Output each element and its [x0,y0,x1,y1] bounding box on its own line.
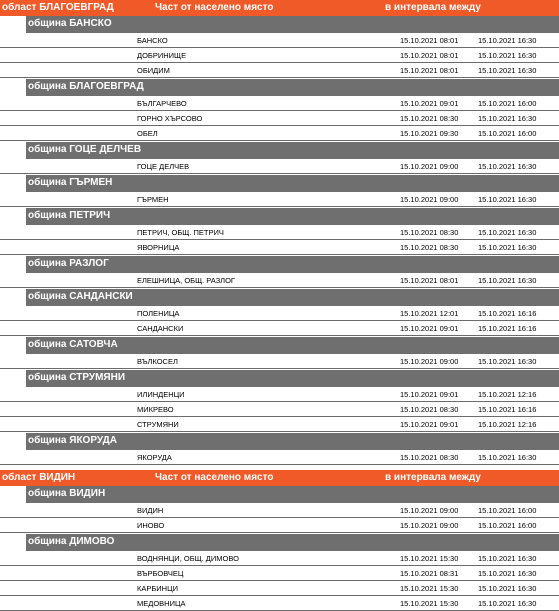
interval-start: 15.10.2021 15:30 [400,599,459,608]
region-name: област ВИДИН [2,472,76,483]
table-row [0,567,559,581]
table-row [0,274,559,288]
column-header-place: Част от населено място [155,2,274,13]
table-row [0,552,559,566]
municipality-name: община ЯКОРУДА [28,435,117,446]
interval-end: 15.10.2021 16:16 [478,309,537,318]
settlement-name: СТРУМЯНИ [137,420,179,429]
interval-start: 15.10.2021 08:30 [400,453,459,462]
settlement-name: БАНСКО [137,36,168,45]
municipality-header [26,433,559,450]
interval-start: 15.10.2021 09:30 [400,129,459,138]
interval-end: 15.10.2021 16:30 [478,569,537,578]
table-row [0,388,559,402]
settlement-name: ГОРНО ХЪРСОВО [137,114,203,123]
table-row [0,403,559,417]
interval-start: 15.10.2021 08:30 [400,243,459,252]
municipality-name: община ПЕТРИЧ [28,210,111,221]
municipality-name: община САТОВЧА [28,339,118,350]
interval-end: 15.10.2021 16:16 [478,405,537,414]
table-row [0,112,559,126]
interval-end: 15.10.2021 16:00 [478,129,537,138]
table-row [0,322,559,336]
settlement-name: ВОДНЯНЦИ, ОБЩ. ДИМОВО [137,554,239,563]
settlement-name: МИКРЕВО [137,405,174,414]
municipality-name: община ВИДИН [28,488,106,499]
column-header-interval: в интервала между [385,2,481,13]
table-row [0,49,559,63]
table-row [0,307,559,321]
interval-end: 15.10.2021 16:16 [478,324,537,333]
municipality-header [26,337,559,354]
interval-start: 15.10.2021 08:01 [400,36,459,45]
municipality-name: община ДИМОВО [28,536,115,547]
interval-start: 15.10.2021 08:30 [400,405,459,414]
interval-start: 15.10.2021 08:01 [400,51,459,60]
interval-start: 15.10.2021 09:01 [400,420,459,429]
settlement-name: ДОБРИНИЩЕ [137,51,187,60]
municipality-name: община ГЪРМЕН [28,177,113,188]
table-row [0,64,559,78]
table-row [0,451,559,465]
table-row [0,226,559,240]
municipality-header [26,486,559,503]
settlement-name: ОБЕЛ [137,129,158,138]
settlement-name: ОБИДИМ [137,66,170,75]
table-row [0,193,559,207]
municipality-name: община СТРУМЯНИ [28,372,126,383]
interval-start: 15.10.2021 09:00 [400,521,459,530]
interval-end: 15.10.2021 16:30 [478,51,537,60]
municipality-header [26,208,559,225]
settlement-name: ВИДИН [137,506,164,515]
interval-start: 15.10.2021 08:30 [400,228,459,237]
municipality-header [26,256,559,273]
municipality-header [26,142,559,159]
settlement-name: КАРБИНЦИ [137,584,179,593]
column-header-place: Част от населено място [155,472,274,483]
interval-end: 15.10.2021 16:30 [478,599,537,608]
municipality-name: община РАЗЛОГ [28,258,109,269]
interval-end: 15.10.2021 16:00 [478,521,537,530]
settlement-name: ЯВОРНИЦА [137,243,180,252]
table-row [0,418,559,432]
interval-start: 15.10.2021 08:31 [400,569,459,578]
region-header [0,0,559,16]
column-header-interval: в интервала между [385,472,481,483]
municipality-name: община БЛАГОЕВГРАД [28,81,144,92]
interval-end: 15.10.2021 16:30 [478,162,537,171]
interval-end: 15.10.2021 16:30 [478,276,537,285]
table-row [0,241,559,255]
interval-end: 15.10.2021 16:30 [478,228,537,237]
settlement-name: ИНОВО [137,521,165,530]
interval-end: 15.10.2021 16:00 [478,99,537,108]
settlement-name: ПОЛЕНИЦА [137,309,180,318]
interval-end: 15.10.2021 12:16 [478,390,537,399]
interval-start: 15.10.2021 09:01 [400,390,459,399]
interval-start: 15.10.2021 08:30 [400,114,459,123]
municipality-header [26,289,559,306]
settlement-name: ВЪЛКОСЕЛ [137,357,178,366]
settlement-name: ГОЦЕ ДЕЛЧЕВ [137,162,190,171]
municipality-header [26,534,559,551]
interval-start: 15.10.2021 09:00 [400,357,459,366]
interval-end: 15.10.2021 16:30 [478,114,537,123]
table-row [0,34,559,48]
table-row [0,355,559,369]
interval-end: 15.10.2021 16:00 [478,506,537,515]
interval-end: 15.10.2021 16:30 [478,584,537,593]
interval-start: 15.10.2021 08:01 [400,66,459,75]
interval-start: 15.10.2021 12:01 [400,309,459,318]
settlement-name: САНДАНСКИ [137,324,184,333]
table-row [0,504,559,518]
table-row [0,519,559,533]
table-row [0,160,559,174]
municipality-header [26,79,559,96]
municipality-header [26,16,559,33]
municipality-header [26,370,559,387]
settlement-name: МЕДОВНИЦА [137,599,186,608]
table-row [0,127,559,141]
settlement-name: БЪЛГАРЧЕВО [137,99,187,108]
municipality-name: община ГОЦЕ ДЕЛЧЕВ [28,144,142,155]
settlement-name: ИЛИНДЕНЦИ [137,390,185,399]
settlement-name: ЕЛЕШНИЦА, ОБЩ. РАЗЛОГ [137,276,235,285]
settlement-name: ВЪРБОВЧЕЦ [137,569,184,578]
interval-start: 15.10.2021 15:30 [400,584,459,593]
interval-start: 15.10.2021 09:01 [400,99,459,108]
table-row [0,597,559,611]
interval-end: 15.10.2021 16:30 [478,243,537,252]
interval-end: 15.10.2021 16:30 [478,66,537,75]
municipality-header [26,175,559,192]
interval-start: 15.10.2021 09:01 [400,324,459,333]
interval-end: 15.10.2021 16:30 [478,554,537,563]
interval-end: 15.10.2021 16:30 [478,357,537,366]
settlement-name: ГЪРМЕН [137,195,169,204]
interval-start: 15.10.2021 15:30 [400,554,459,563]
interval-end: 15.10.2021 16:30 [478,195,537,204]
interval-start: 15.10.2021 08:01 [400,276,459,285]
interval-start: 15.10.2021 09:00 [400,195,459,204]
settlement-name: ПЕТРИЧ, ОБЩ. ПЕТРИЧ [137,228,224,237]
municipality-name: община БАНСКО [28,18,112,29]
interval-start: 15.10.2021 09:00 [400,506,459,515]
interval-end: 15.10.2021 12:16 [478,420,537,429]
interval-end: 15.10.2021 16:30 [478,453,537,462]
region-name: област БЛАГОЕВГРАД [2,2,114,13]
table-row [0,97,559,111]
settlement-name: ЯКОРУДА [137,453,172,462]
region-header [0,470,559,486]
interval-end: 15.10.2021 16:30 [478,36,537,45]
municipality-name: община САНДАНСКИ [28,291,133,302]
interval-start: 15.10.2021 09:00 [400,162,459,171]
table-row [0,582,559,596]
